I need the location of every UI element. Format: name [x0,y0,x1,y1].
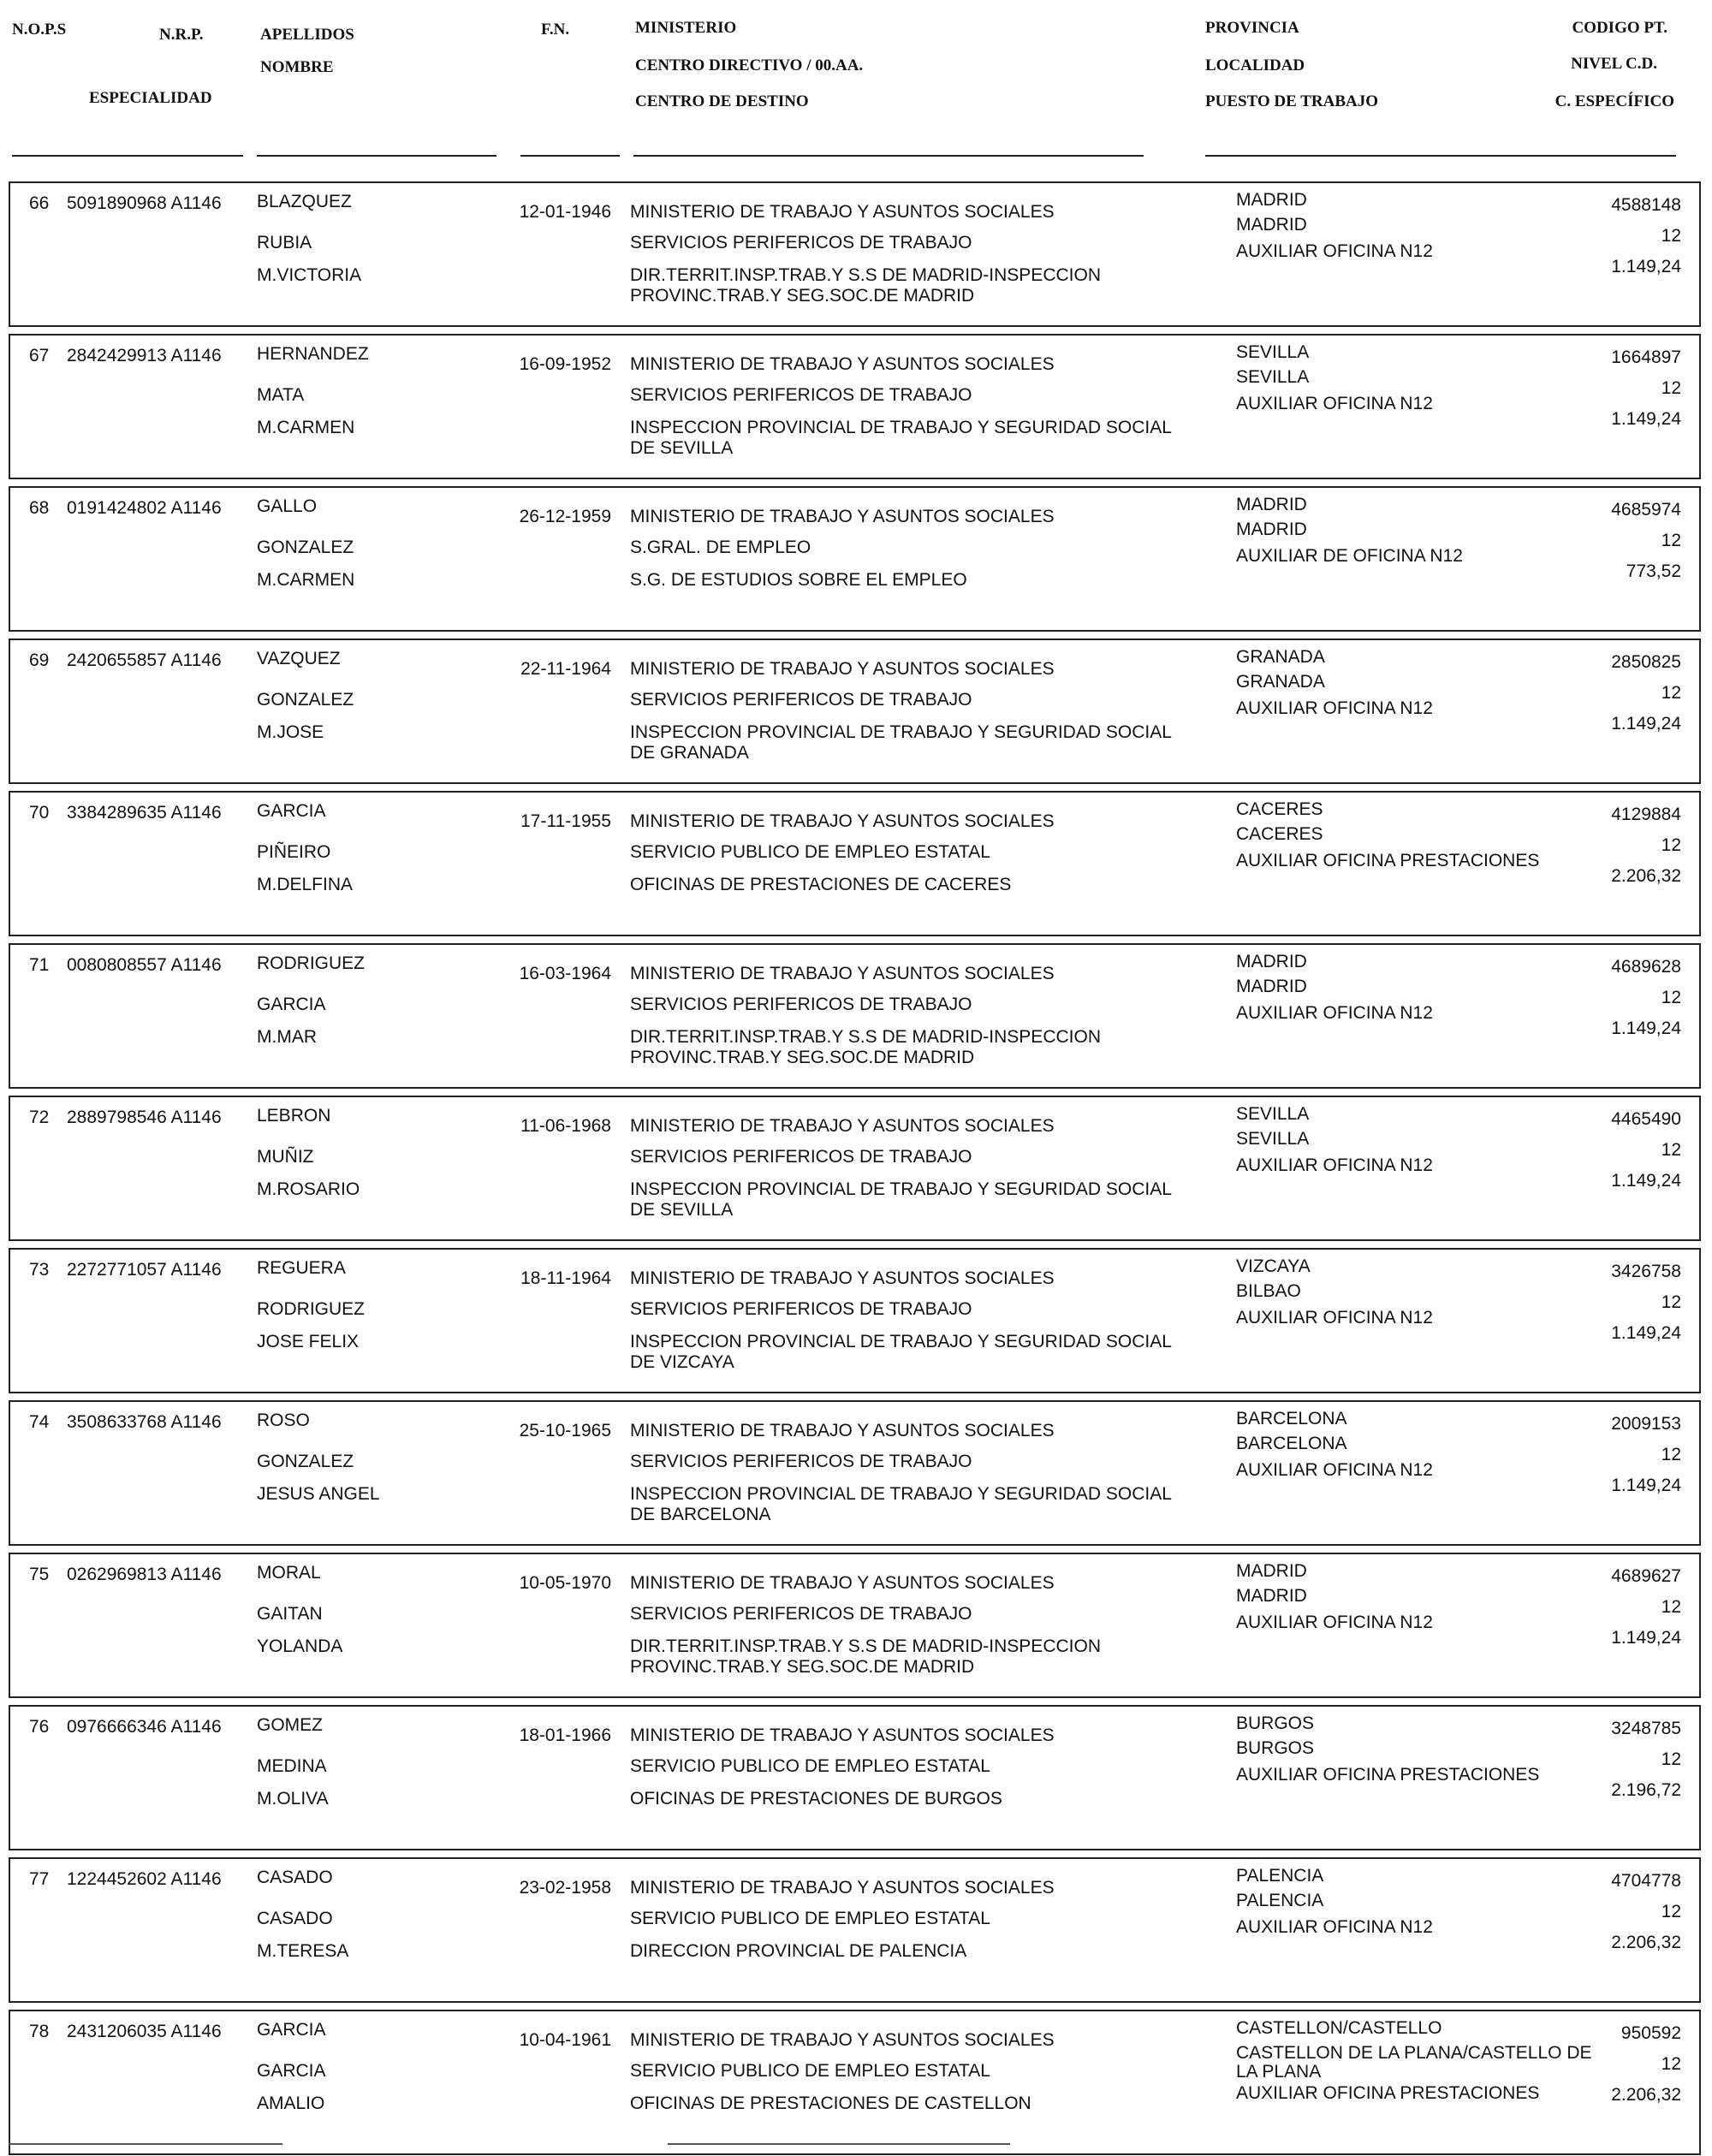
record-ministerio: MINISTERIO DE TRABAJO Y ASUNTOS SOCIALES [630,1573,1055,1593]
record-centro-directivo: SERVICIOS PERIFERICOS DE TRABAJO [630,1452,972,1471]
record-ministerio: MINISTERIO DE TRABAJO Y ASUNTOS SOCIALES [630,1268,1055,1288]
record-especifico: 1.149,24 [1611,1171,1681,1191]
record-nrp: 0262969813 A1146 [67,1565,222,1584]
record-nombre: M.OLIVA [257,1789,329,1809]
record-number: 68 [29,498,50,518]
record-apellido-2: GONZALEZ [257,538,354,557]
record-number: 69 [29,650,50,670]
record-nrp: 2889798546 A1146 [67,1108,222,1127]
record-codigo: 4689627 [1611,1566,1681,1586]
record-centro-destino: INSPECCION PROVINCIAL DE TRABAJO Y SEGURIDAD SOCIAL DE SEVILLA [630,418,1172,458]
record-provincia: PALENCIA [1236,1866,1324,1886]
record-row [9,1553,1701,1698]
record-provincia: SEVILLA [1236,342,1310,362]
record-centro-directivo: SERVICIOS PERIFERICOS DE TRABAJO [630,995,972,1014]
record-apellido-2: RUBIA [257,233,312,252]
header-rule [520,155,620,157]
header-especialidad: ESPECIALIDAD [89,89,212,107]
record-especifico: 1.149,24 [1611,1019,1681,1038]
record-especifico: 1.149,24 [1611,409,1681,429]
record-puesto: AUXILIAR OFICINA N12 [1236,1003,1433,1023]
record-fecha-nacimiento: 25-10-1965 [519,1421,611,1440]
record-puesto: AUXILIAR OFICINA N12 [1236,241,1433,261]
header-localidad: LOCALIDAD [1205,56,1305,74]
record-number: 66 [29,193,50,213]
header-rule [257,155,496,157]
header-puesto: PUESTO DE TRABAJO [1205,92,1379,110]
record-nrp: 2420655857 A1146 [67,650,222,670]
record-fecha-nacimiento: 10-04-1961 [519,2030,611,2050]
record-centro-destino: INSPECCION PROVINCIAL DE TRABAJO Y SEGURIDAD SOCIAL DE BARCELONA [630,1484,1172,1524]
record-nrp: 2431206035 A1146 [67,2022,222,2041]
record-row [9,2010,1701,2155]
record-localidad: GRANADA [1236,672,1325,692]
record-provincia: BURGOS [1236,1714,1315,1733]
record-fecha-nacimiento: 18-01-1966 [519,1725,611,1745]
record-nrp: 3508633768 A1146 [67,1412,222,1432]
record-nrp: 0080808557 A1146 [67,955,222,975]
record-apellido-2: CASADO [257,1909,333,1928]
record-number: 71 [29,955,50,975]
record-apellido-1: REGUERA [257,1258,346,1278]
record-centro-destino: INSPECCION PROVINCIAL DE TRABAJO Y SEGURIDAD SOCIAL DE GRANADA [630,722,1172,763]
record-especifico: 2.206,32 [1611,1933,1681,1952]
record-codigo: 4689628 [1611,957,1681,977]
footer-rule [9,2143,282,2145]
record-nrp: 1224452602 A1146 [67,1869,222,1889]
record-ministerio: MINISTERIO DE TRABAJO Y ASUNTOS SOCIALES [630,202,1055,222]
record-apellido-2: GONZALEZ [257,690,354,710]
record-localidad: BARCELONA [1236,1434,1347,1453]
record-localidad: SEVILLA [1236,1129,1310,1149]
record-centro-directivo: S.GRAL. DE EMPLEO [630,538,811,557]
record-localidad: MADRID [1236,520,1307,539]
record-provincia: MADRID [1236,952,1307,971]
record-nivel: 12 [1661,1292,1681,1312]
record-apellido-1: RODRIGUEZ [257,953,365,973]
record-nivel: 12 [1661,2054,1681,2074]
record-especifico: 773,52 [1626,561,1681,581]
record-ministerio: MINISTERIO DE TRABAJO Y ASUNTOS SOCIALES [630,1725,1055,1745]
record-fecha-nacimiento: 23-02-1958 [519,1878,611,1898]
record-apellido-2: GAITAN [257,1604,323,1624]
record-codigo: 3426758 [1611,1262,1681,1281]
record-row [9,791,1701,936]
header-apellidos: APELLIDOS [260,26,354,44]
record-centro-directivo: SERVICIO PUBLICO DE EMPLEO ESTATAL [630,1756,990,1776]
record-nivel: 12 [1661,531,1681,550]
record-especifico: 1.149,24 [1611,257,1681,276]
record-centro-directivo: SERVICIOS PERIFERICOS DE TRABAJO [630,385,972,405]
record-fecha-nacimiento: 12-01-1946 [519,202,611,222]
record-localidad: MADRID [1236,977,1307,996]
record-nrp: 0976666346 A1146 [67,1717,222,1737]
record-codigo: 4685974 [1611,500,1681,520]
header-rule [1205,155,1676,157]
record-provincia: BARCELONA [1236,1409,1347,1428]
record-puesto: AUXILIAR OFICINA PRESTACIONES [1236,1765,1540,1785]
header-rule [12,155,243,157]
record-nivel: 12 [1661,1902,1681,1921]
record-localidad: CACERES [1236,824,1323,844]
record-centro-directivo: SERVICIO PUBLICO DE EMPLEO ESTATAL [630,2061,990,2081]
record-ministerio: MINISTERIO DE TRABAJO Y ASUNTOS SOCIALES [630,507,1055,526]
record-centro-destino: DIR.TERRIT.INSP.TRAB.Y S.S DE MADRID-INSPECCION PROVINC.TRAB.Y SEG.SOC.DE MADRID [630,1027,1101,1067]
record-centro-destino: INSPECCION PROVINCIAL DE TRABAJO Y SEGURIDAD SOCIAL DE SEVILLA [630,1179,1172,1220]
record-localidad: MADRID [1236,215,1307,235]
header-rule [633,155,1144,157]
record-fecha-nacimiento: 16-03-1964 [519,964,611,983]
record-puesto: AUXILIAR OFICINA N12 [1236,1155,1433,1175]
record-nombre: AMALIO [257,2094,325,2113]
record-row [9,181,1701,327]
record-codigo: 950592 [1620,2023,1681,2043]
record-provincia: CASTELLON/CASTELLO [1236,2018,1442,2038]
record-ministerio: MINISTERIO DE TRABAJO Y ASUNTOS SOCIALES [630,811,1055,831]
record-number: 70 [29,803,50,823]
record-nivel: 12 [1661,1597,1681,1617]
record-nombre: JESUS ANGEL [257,1484,380,1504]
record-nivel: 12 [1661,1140,1681,1160]
record-number: 72 [29,1108,50,1127]
record-ministerio: MINISTERIO DE TRABAJO Y ASUNTOS SOCIALES [630,659,1055,679]
record-row [9,1705,1701,1850]
record-nombre: M.MAR [257,1027,317,1047]
record-centro-destino: DIR.TERRIT.INSP.TRAB.Y S.S DE MADRID-INSPECCION PROVINC.TRAB.Y SEG.SOC.DE MADRID [630,1636,1101,1677]
record-codigo: 2850825 [1611,652,1681,672]
record-nrp: 5091890968 A1146 [67,193,222,213]
record-centro-destino: OFICINAS DE PRESTACIONES DE BURGOS [630,1789,1002,1809]
header-codigo: CODIGO PT. [1572,19,1667,37]
record-provincia: VIZCAYA [1236,1256,1311,1276]
record-codigo: 4465490 [1611,1109,1681,1129]
record-ministerio: MINISTERIO DE TRABAJO Y ASUNTOS SOCIALES [630,354,1055,374]
record-nivel: 12 [1661,226,1681,246]
record-centro-directivo: SERVICIOS PERIFERICOS DE TRABAJO [630,233,972,252]
record-especifico: 2.206,32 [1611,2085,1681,2105]
record-apellido-1: GARCIA [257,801,326,821]
record-centro-directivo: SERVICIOS PERIFERICOS DE TRABAJO [630,1147,972,1167]
record-apellido-2: PIÑEIRO [257,842,331,862]
record-localidad: CASTELLON DE LA PLANA/CASTELLO DE LA PLANA [1236,2043,1592,2082]
record-number: 74 [29,1412,50,1432]
record-provincia: SEVILLA [1236,1104,1310,1124]
record-nombre: M.CARMEN [257,418,355,437]
record-localidad: MADRID [1236,1586,1307,1606]
record-fecha-nacimiento: 18-11-1964 [520,1268,611,1288]
record-provincia: MADRID [1236,190,1307,210]
record-row [9,1248,1701,1393]
record-nrp: 3384289635 A1146 [67,803,222,823]
record-puesto: AUXILIAR OFICINA PRESTACIONES [1236,2083,1540,2103]
header-nops: N.O.P.S [12,21,67,39]
record-ministerio: MINISTERIO DE TRABAJO Y ASUNTOS SOCIALES [630,2030,1055,2050]
record-centro-destino: OFICINAS DE PRESTACIONES DE CACERES [630,875,1012,894]
header-especifico: C. ESPECÍFICO [1554,92,1674,110]
record-centro-destino: DIRECCION PROVINCIAL DE PALENCIA [630,1941,967,1961]
record-nombre: M.DELFINA [257,875,354,894]
record-puesto: AUXILIAR OFICINA N12 [1236,1917,1433,1937]
record-puesto: AUXILIAR OFICINA N12 [1236,1460,1433,1480]
record-especifico: 2.206,32 [1611,866,1681,886]
header-nombre: NOMBRE [260,58,334,76]
record-provincia: CACERES [1236,799,1323,819]
record-apellido-1: CASADO [257,1868,333,1887]
record-nivel: 12 [1661,683,1681,703]
record-nombre: M.CARMEN [257,570,355,590]
record-especifico: 1.149,24 [1611,1323,1681,1343]
record-number: 77 [29,1869,50,1889]
record-fecha-nacimiento: 22-11-1964 [520,659,611,679]
record-nivel: 12 [1661,1749,1681,1769]
record-apellido-1: VAZQUEZ [257,649,341,668]
record-ministerio: MINISTERIO DE TRABAJO Y ASUNTOS SOCIALES [630,1878,1055,1898]
record-nombre: YOLANDA [257,1636,343,1656]
record-nombre: M.VICTORIA [257,265,362,285]
record-codigo: 4588148 [1611,195,1681,215]
record-apellido-1: ROSO [257,1411,310,1430]
record-nombre: M.JOSE [257,722,324,742]
record-row [9,1857,1701,2003]
record-fecha-nacimiento: 16-09-1952 [519,354,611,374]
record-apellido-2: GONZALEZ [257,1452,354,1471]
record-apellido-1: HERNANDEZ [257,344,369,364]
record-provincia: MADRID [1236,495,1307,514]
record-centro-destino: S.G. DE ESTUDIOS SOBRE EL EMPLEO [630,570,967,590]
record-apellido-1: GARCIA [257,2020,326,2040]
record-centro-destino: INSPECCION PROVINCIAL DE TRABAJO Y SEGURIDAD SOCIAL DE VIZCAYA [630,1332,1172,1372]
header-nivel: NIVEL C.D. [1571,55,1657,73]
header-nrp: N.R.P. [159,26,204,44]
record-puesto: AUXILIAR OFICINA N12 [1236,394,1433,413]
record-centro-destino: OFICINAS DE PRESTACIONES DE CASTELLON [630,2094,1031,2113]
record-centro-directivo: SERVICIOS PERIFERICOS DE TRABAJO [630,690,972,710]
record-codigo: 4129884 [1611,805,1681,824]
record-number: 67 [29,346,50,365]
record-nivel: 12 [1661,835,1681,855]
record-row [9,486,1701,632]
record-apellido-1: BLAZQUEZ [257,192,352,211]
record-apellido-1: GALLO [257,496,318,516]
record-puesto: AUXILIAR DE OFICINA N12 [1236,546,1463,566]
record-apellido-2: RODRIGUEZ [257,1299,365,1319]
record-apellido-2: GARCIA [257,995,326,1014]
record-apellido-2: MUÑIZ [257,1147,314,1167]
record-fecha-nacimiento: 17-11-1955 [520,811,611,831]
record-ministerio: MINISTERIO DE TRABAJO Y ASUNTOS SOCIALES [630,1116,1055,1136]
record-especifico: 1.149,24 [1611,1476,1681,1495]
record-number: 73 [29,1260,50,1280]
record-nrp: 2272771057 A1146 [67,1260,222,1280]
record-codigo: 4704778 [1611,1871,1681,1891]
record-apellido-1: MORAL [257,1563,321,1583]
record-nivel: 12 [1661,378,1681,398]
record-codigo: 3248785 [1611,1719,1681,1738]
record-centro-directivo: SERVICIO PUBLICO DE EMPLEO ESTATAL [630,842,990,862]
record-row [9,1400,1701,1546]
record-row [9,334,1701,479]
record-puesto: AUXILIAR OFICINA N12 [1236,1308,1433,1327]
record-fecha-nacimiento: 11-06-1968 [520,1116,611,1136]
record-row [9,1096,1701,1241]
record-puesto: AUXILIAR OFICINA N12 [1236,1613,1433,1632]
footer-rule [668,2143,1010,2145]
record-especifico: 2.196,72 [1611,1780,1681,1800]
record-localidad: SEVILLA [1236,367,1310,387]
record-especifico: 1.149,24 [1611,1628,1681,1648]
record-nombre: JOSE FELIX [257,1332,360,1351]
record-nivel: 12 [1661,1445,1681,1464]
record-nombre: M.ROSARIO [257,1179,360,1199]
record-centro-destino: DIR.TERRIT.INSP.TRAB.Y S.S DE MADRID-INSPECCION PROVINC.TRAB.Y SEG.SOC.DE MADRID [630,265,1101,306]
header-provincia: PROVINCIA [1205,19,1299,37]
record-localidad: BILBAO [1236,1281,1301,1301]
record-apellido-1: LEBRON [257,1106,331,1126]
record-localidad: PALENCIA [1236,1891,1324,1910]
record-centro-directivo: SERVICIOS PERIFERICOS DE TRABAJO [630,1604,972,1624]
record-provincia: MADRID [1236,1561,1307,1581]
record-nombre: M.TERESA [257,1941,349,1961]
record-row [9,638,1701,784]
record-fecha-nacimiento: 10-05-1970 [519,1573,611,1593]
record-nrp: 2842429913 A1146 [67,346,222,365]
record-apellido-2: MEDINA [257,1756,327,1776]
record-ministerio: MINISTERIO DE TRABAJO Y ASUNTOS SOCIALES [630,1421,1055,1440]
record-apellido-1: GOMEZ [257,1715,323,1735]
header-centro-destino: CENTRO DE DESTINO [635,92,809,110]
header-centro-directivo: CENTRO DIRECTIVO / 00.AA. [635,56,864,74]
record-centro-directivo: SERVICIOS PERIFERICOS DE TRABAJO [630,1299,972,1319]
header-fn: F.N. [541,21,570,39]
record-number: 75 [29,1565,50,1584]
header-ministerio: MINISTERIO [635,19,737,37]
record-row [9,943,1701,1089]
record-apellido-2: GARCIA [257,2061,326,2081]
record-centro-directivo: SERVICIO PUBLICO DE EMPLEO ESTATAL [630,1909,990,1928]
record-codigo: 1664897 [1611,347,1681,367]
record-apellido-2: MATA [257,385,305,405]
record-puesto: AUXILIAR OFICINA PRESTACIONES [1236,851,1540,870]
record-number: 76 [29,1717,50,1737]
record-codigo: 2009153 [1611,1414,1681,1434]
record-nivel: 12 [1661,988,1681,1007]
record-fecha-nacimiento: 26-12-1959 [519,507,611,526]
record-localidad: BURGOS [1236,1738,1315,1758]
record-number: 78 [29,2022,50,2041]
record-especifico: 1.149,24 [1611,714,1681,734]
record-ministerio: MINISTERIO DE TRABAJO Y ASUNTOS SOCIALES [630,964,1055,983]
record-provincia: GRANADA [1236,647,1325,667]
record-puesto: AUXILIAR OFICINA N12 [1236,698,1433,718]
record-nrp: 0191424802 A1146 [67,498,222,518]
